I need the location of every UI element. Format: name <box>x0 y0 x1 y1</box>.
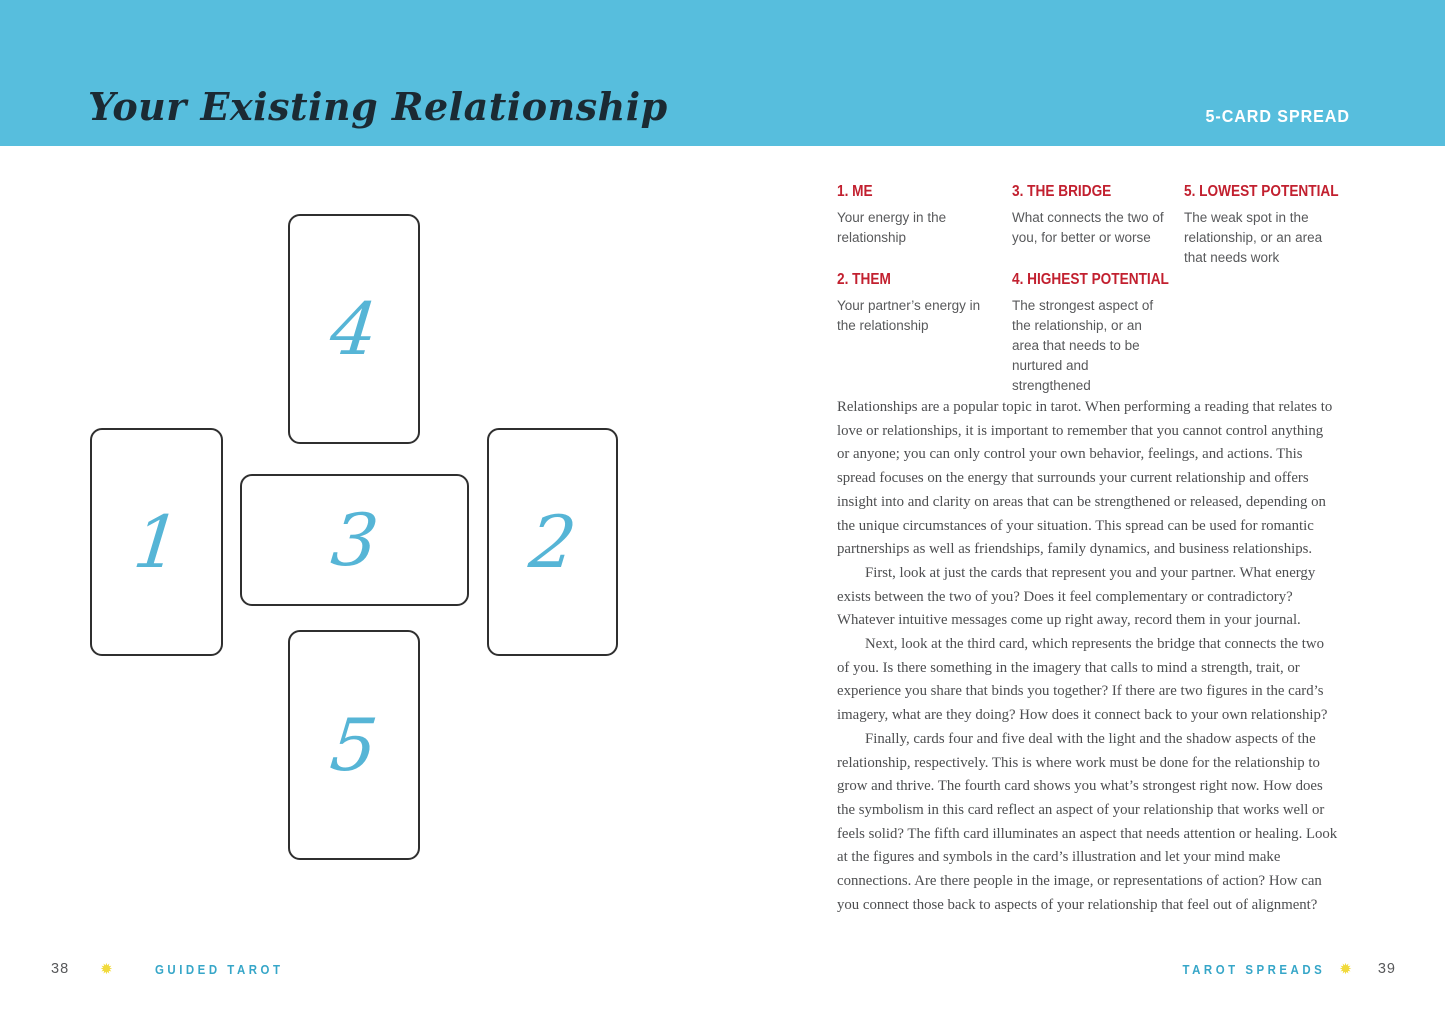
card-number: 2 <box>525 500 580 584</box>
spread-explanation-text <box>837 396 1338 917</box>
legend-item-lowest-potential <box>1184 183 1339 268</box>
footer-left <box>51 959 301 979</box>
tarot-card-position-4 <box>288 214 420 444</box>
footer-right <box>1163 959 1396 979</box>
book-title-label: GUIDED TAROT <box>154 961 284 977</box>
page-number-right: 39 <box>1377 961 1396 977</box>
legend-column-1 <box>837 183 1012 419</box>
tarot-card-position-1 <box>90 428 223 656</box>
legend-heading: 4. HIGHEST POTENTIAL <box>1012 271 1169 288</box>
legend-column-3 <box>1184 183 1349 419</box>
legend-item-highest-potential <box>1012 271 1170 396</box>
legend-description: Your partner’s energy in the relationship <box>837 298 981 333</box>
card-meanings-legend <box>837 183 1349 419</box>
legend-heading: 5. LOWEST POTENTIAL <box>1184 183 1339 200</box>
tarot-card-position-5 <box>288 630 420 860</box>
card-number: 1 <box>129 500 184 584</box>
sunburst-star-icon: ✹ <box>100 960 113 978</box>
legend-description: What connects the two of you, for better or worse <box>1012 210 1164 245</box>
legend-item-me <box>837 183 998 248</box>
legend-heading: 3. THE BRIDGE <box>1012 183 1112 200</box>
section-title-label: TAROT SPREADS <box>1182 961 1326 977</box>
legend-description: Your energy in the relationship <box>837 210 947 245</box>
spread-type-label: 5-CARD SPREAD <box>1205 106 1350 126</box>
page-number-left: 38 <box>51 961 70 977</box>
body-paragraph: First, look at just the cards that represent you and your partner. What energy exists between the two of you? Does it feel complementary or contradictory? Whatever intuitive messages come up right away, record them in your journal. <box>837 564 1316 629</box>
card-number: 4 <box>326 287 382 371</box>
legend-heading: 1. ME <box>837 183 873 200</box>
tarot-card-position-2 <box>487 428 618 656</box>
card-number: 3 <box>327 498 382 582</box>
body-paragraph: Finally, cards four and five deal with the light and the shadow aspects of the relationship, respectively. This is where work must be done for the relationship to grow and thrive. The fourth card shows you what’s strongest right now. How does the symbolism in this card reflect an aspect of your relationship that works well or feels solid? The fifth card illuminates an aspect that needs attention or healing. Look at the figures and symbols in the card’s illustration and let your mind make connections. Are there people in the image, or representations of action? How can you connect those back to aspects of your relationship that feel out of alignment? <box>837 730 1338 913</box>
legend-description: The weak spot in the relationship, or an area that needs work <box>1184 210 1323 265</box>
card-number: 5 <box>326 703 382 787</box>
legend-heading: 2. THEM <box>837 271 891 288</box>
sunburst-star-icon: ✹ <box>1339 960 1352 978</box>
legend-column-2 <box>1012 183 1184 419</box>
body-paragraph: Relationships are a popular topic in tarot. When performing a reading that relates to love or relationships, it is important to remember that you cannot control anything or anyone; you can only control your own behavior, feelings, and actions. This spread focuses on the energy that surrounds your current relationship and offers insight into and clarity on areas that can be strengthened or released, depending on the unique circumstances of your situation. This spread can be used for romantic partnerships as well as friendships, family dynamics, and business relationships. <box>837 399 1333 558</box>
page-title: Your Existing Relationship <box>88 84 668 129</box>
legend-item-the-bridge <box>1012 183 1170 248</box>
legend-item-them <box>837 271 998 336</box>
tarot-card-position-3 <box>240 474 469 606</box>
body-paragraph: Next, look at the third card, which represents the bridge that connects the two of you. Is there something in the imagery that calls to mind a strength, trait, or experience you share that binds you together? If there are two figures in the card’s imagery, what are they doing? How does it connect back to your own relationship? <box>837 636 1328 724</box>
legend-description: The strongest aspect of the relationship, or an area that needs to be nurtured and strengthened <box>1012 298 1154 393</box>
header-band <box>0 0 1445 146</box>
